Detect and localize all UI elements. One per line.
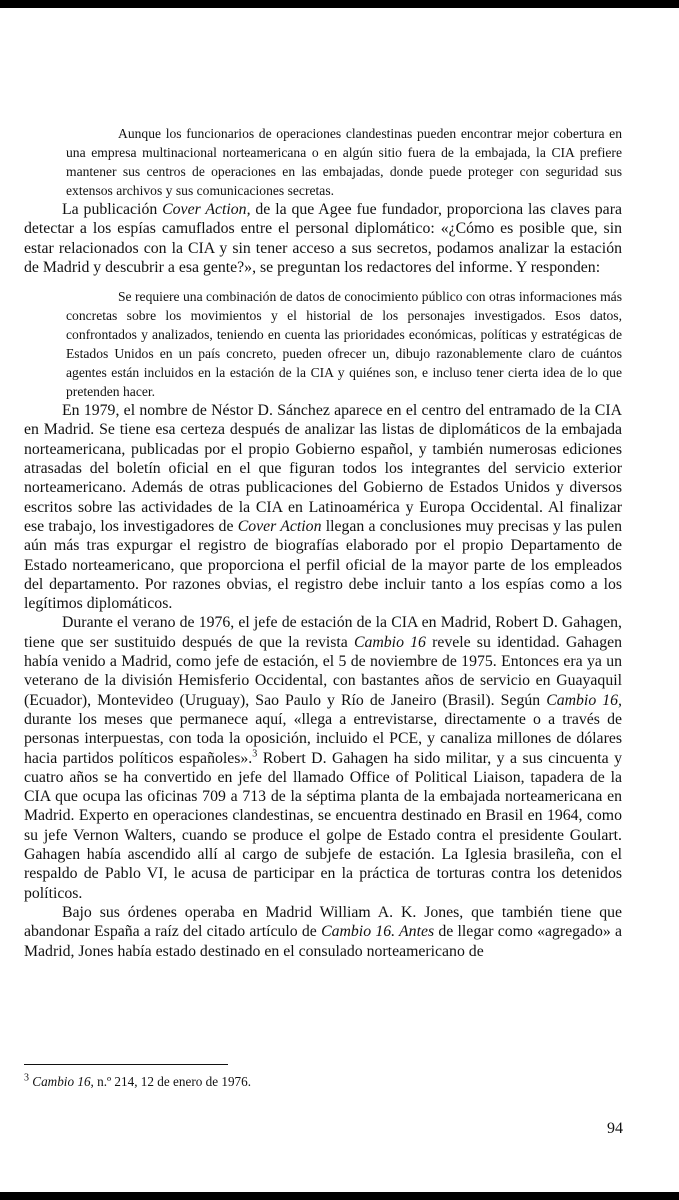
text: de la que Agee fue fundador, proporciona las claves para detectar a los espías camuflados entre el personal diplomático: «¿Cómo es posible que, sin estar relacionados con la CIA y sin tener acceso a sus secretos, podamos analizar la estación de Madrid y descubrir a esa gente?», se preguntan los redactores del informe. Y responden: <box>24 201 622 276</box>
italic-text: Cambio 16. Antes <box>321 923 435 941</box>
footnote-marker: 3 <box>24 1072 29 1084</box>
paragraph-3 <box>24 613 622 902</box>
text: Bajo sus órdenes operaba en Madrid William A. K. Jones, que también tiene que abandonar España a raíz del citado artículo de <box>24 903 622 941</box>
footnote <box>24 1073 251 1090</box>
italic-text: Cambio 16 <box>32 1074 91 1089</box>
paragraph-4 <box>24 903 622 961</box>
page-content <box>24 124 622 961</box>
paragraph-2 <box>24 401 622 613</box>
text: La publicación <box>62 201 163 218</box>
italic-text: Cover Action, <box>162 201 251 218</box>
text: Durante el verano de 1976, el jefe de estación de la CIA en Madrid, Robert D. Gahagen, tiene que ser sustituido después de que la revista <box>24 614 622 651</box>
text: durante los meses que permanece aquí, «llega a entrevistarse, directamente o a través de personas interpuestas, con toda la oposición, incluido el PCE, y canaliza millones de dólares hacia partidos políticos españoles». <box>24 710 622 767</box>
text: , n.º 214, 12 de enero de 1976. <box>90 1074 252 1089</box>
text: llegan a conclusiones muy precisas y las pulen aún más tras expurgar el registro de biografías elaborado por el propio Departamento de Estado norteamericano, que proporciona el perfil oficial de la mayor parte de los empleados del departamento. Por razones obvias, el registro debe incluir tanto a los espías como a los legítimos diplomáticos. <box>24 517 622 613</box>
footnote-divider <box>24 1064 228 1065</box>
text: de llegar como «agregado» a Madrid, Jones había estado destinado en el consulado norteamericano de <box>24 923 623 960</box>
text: En 1979, el nombre de Néstor D. Sánchez aparece en el centro del entramado de la CIA en Madrid. Se tiene esa certeza después de analizar las listas de diplomáticos de la embajada norteamericana, publicadas por el propio Gobierno español, y también numerosas ediciones atrasadas del boletín oficial en el que figuran todos los integrantes del servicio exterior norteamericano. Además de otras publicaciones del Gobierno de Estados Unidos y diversos escritos sobre las actividades de la CIA en Latinoamérica y Europa Occidental. Al finalizar ese trabajo, los investigadores de <box>24 402 622 535</box>
text: revele su identidad. Gahagen había venido a Madrid, como jefe de estación, el 5 de noviembre de 1975. Entonces era ya un veterano de la división Hemisferio Occidental, con bastantes años de servicio en Guayaquil (Ecuador), Montevideo (Uruguay), Sao Paulo y Río de Janeiro (Brasil). Según <box>24 633 623 709</box>
italic-text: Cambio 16 <box>353 633 426 651</box>
italic-text: Cambio 16, <box>546 691 622 709</box>
italic-text: Cover Action <box>237 517 322 535</box>
paragraph-1 <box>24 200 622 277</box>
block-quote-2: Se requiere una combinación de datos de conocimiento público con otras informaciones más concretas sobre los movimientos y el historial de los personajes investigados. Esos datos, confrontados y analizados, teniendo en cuenta las prioridades económicas, políticas y estratégicas de Estados Unidos en un país concreto, pueden ofrecer un, dibujo razonablemente claro de cuántos agentes están incluidos en la estación de la CIA y quiénes son, e incluso tener cierta idea de lo que pretenden hacer. <box>66 289 622 400</box>
top-border <box>0 0 679 8</box>
block-quote-1: Aunque los funcionarios de operaciones clandestinas pueden encontrar mejor cobertura en una empresa multinacional norteamericana o en algún sitio fuera de la embajada, la CIA prefiere mantener sus centros de operaciones en las embajadas, donde puede proteger con seguridad sus extensos archivos y sus comunicaciones secretas. <box>66 126 622 198</box>
footnote-ref[interactable]: 3 <box>252 748 258 760</box>
page-number: 94 <box>607 1120 623 1137</box>
bottom-border <box>0 1192 679 1200</box>
text: Robert D. Gahagen ha sido militar, y a sus cincuenta y cuatro años se ha convertido en jefe del llamado Office of Political Liaison, tapadera de la CIA que ocupa las oficinas 709 a 713 de la séptima planta de la embajada norteamericana en Madrid. Experto en operaciones clandestinas, se encuentra destinado en Brasil en 1964, como su jefe Vernon Walters, cuando se produce el golpe de Estado contra el presidente Goulart. Gahagen había ascendido allí al cargo de subjefe de estación. La Iglesia brasileña, con el respaldo de Pablo VI, le acusa de participar en la práctica de torturas contra los detenidos políticos. <box>24 749 622 902</box>
